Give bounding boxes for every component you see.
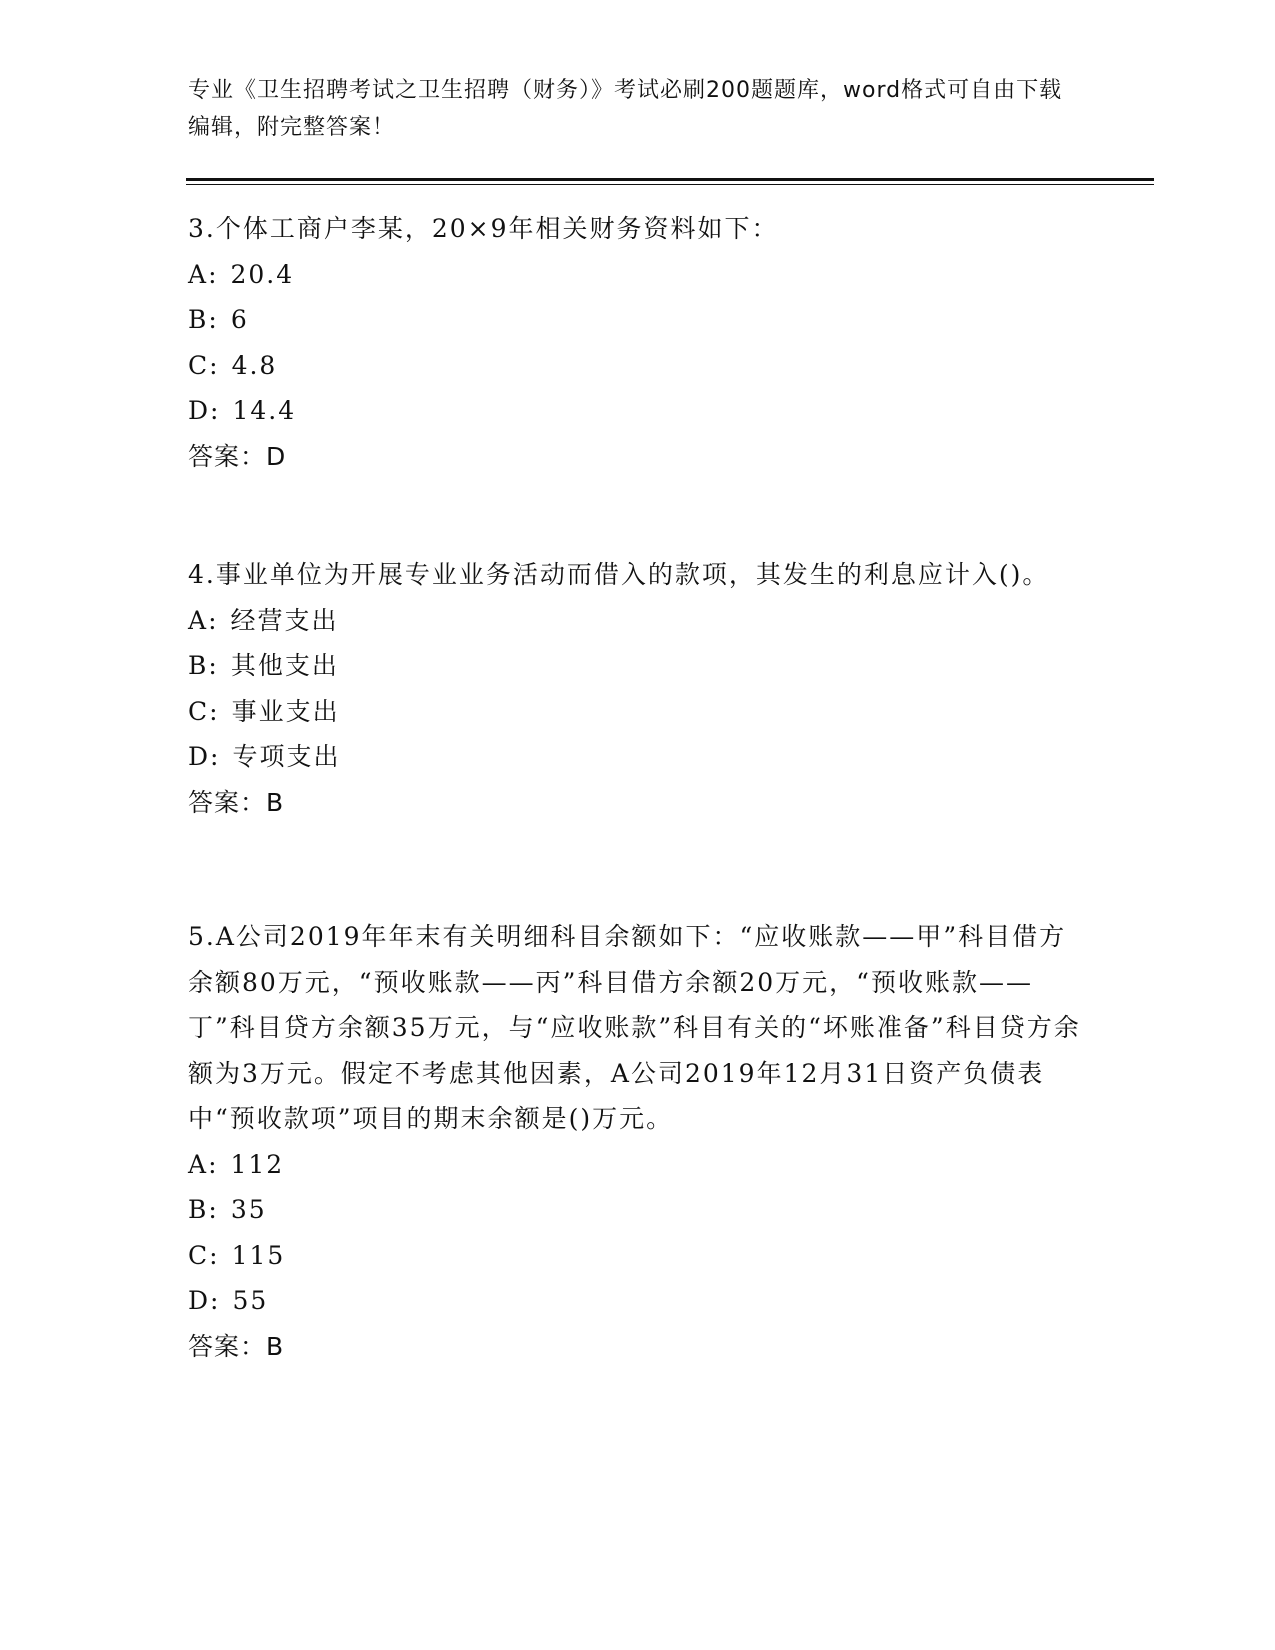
option-key: A xyxy=(188,1149,209,1179)
header-rule-thick xyxy=(186,178,1154,181)
option-b: B: 35 xyxy=(188,1195,267,1224)
option-d: D: 55 xyxy=(188,1286,269,1315)
option-text: 20.4 xyxy=(230,259,295,289)
option-key: D xyxy=(188,396,211,425)
option-text: 55 xyxy=(232,1286,269,1315)
question-block xyxy=(188,914,1088,1369)
document-header: 专业《卫生招聘考试之卫生招聘（财务）》考试必刷200题题库，word格式可自由下载编辑，附完整答案！ xyxy=(188,78,1063,140)
option-text: 14.4 xyxy=(232,396,297,425)
option-key: B xyxy=(188,651,209,680)
option-key: A xyxy=(188,605,209,635)
option-d: D: 专项支出 xyxy=(188,742,341,771)
option-text: 35 xyxy=(230,1195,267,1224)
question-block xyxy=(188,552,1088,825)
question-stem: 4.事业单位为开展专业业务活动而借入的款项，其发生的利息应计入()。 xyxy=(188,560,1050,589)
option-text: 经营支出 xyxy=(230,605,339,635)
option-a: A: 经营支出 xyxy=(188,605,339,635)
option-key: A xyxy=(188,259,209,289)
option-text: 专项支出 xyxy=(232,742,341,771)
option-key: D xyxy=(188,1286,211,1315)
option-text: 4.8 xyxy=(231,350,278,380)
option-key: C xyxy=(188,696,210,726)
answer-line: 答案：D xyxy=(188,441,287,471)
option-key: B xyxy=(188,305,209,334)
option-c: C: 事业支出 xyxy=(188,696,340,726)
option-a: A: 20.4 xyxy=(188,259,295,289)
answer-line: 答案：B xyxy=(188,787,285,817)
option-key: D xyxy=(188,742,211,771)
answer-line: 答案：B xyxy=(188,1331,285,1361)
option-text: 其他支出 xyxy=(230,651,339,680)
option-b: B: 6 xyxy=(188,305,249,334)
option-b: B: 其他支出 xyxy=(188,651,339,680)
option-text: 112 xyxy=(230,1149,285,1179)
option-a: A: 112 xyxy=(188,1149,285,1179)
option-key: C xyxy=(188,1240,210,1270)
question-stem: 3.个体工商户李某，20×9年相关财务资料如下： xyxy=(188,214,779,243)
option-text: 115 xyxy=(231,1240,286,1270)
question-block xyxy=(188,206,1088,479)
option-key: B xyxy=(188,1195,209,1224)
header-rule-thin xyxy=(186,184,1154,185)
option-c: C: 4.8 xyxy=(188,350,278,380)
option-d: D: 14.4 xyxy=(188,396,297,425)
option-text: 6 xyxy=(230,305,249,334)
option-c: C: 115 xyxy=(188,1240,286,1270)
option-key: C xyxy=(188,350,210,380)
option-text: 事业支出 xyxy=(231,696,340,726)
question-stem: 5.A公司2019年年末有关明细科目余额如下：“应收账款——甲”科目借方余额80万元，“预收账款——丙”科目借方余额20万元，“预收账款——丁”科目贷方余额35万元，与“应收账款”科目有关的“坏账准备”科目贷方余额为3万元。假定不考虑其他因素，A公司2019年12月31日资产负债表中“预收款项”项目的期末余额是()万元。 xyxy=(188,922,1081,1133)
